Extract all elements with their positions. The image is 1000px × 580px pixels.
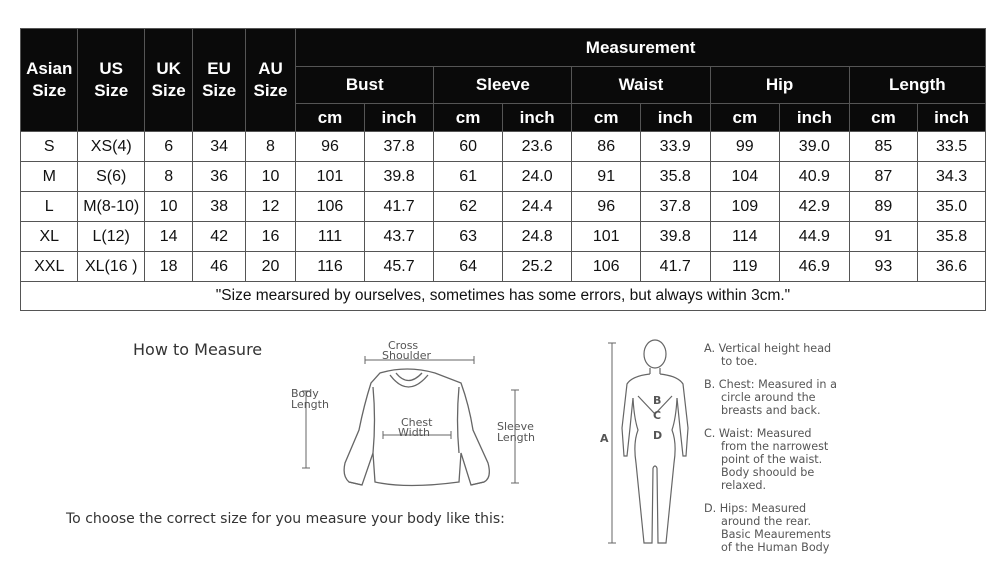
table-row (21, 162, 986, 192)
legend-line: around the rear. (721, 515, 812, 528)
legend-item (704, 502, 894, 554)
table-cell: M(8-10) (78, 192, 145, 222)
table-cell: 63 (434, 222, 503, 252)
garment-measure-illustration (285, 335, 550, 495)
table-cell: 42 (193, 222, 245, 252)
cross-shoulder-label-2: Shoulder (382, 349, 431, 362)
legend-item (704, 427, 894, 492)
table-cell: 6 (144, 132, 192, 162)
body-length-label-2: Length (291, 398, 329, 411)
header-sleeve: Sleeve (434, 67, 572, 104)
table-cell: 8 (144, 162, 192, 192)
table-cell: 101 (572, 222, 641, 252)
how-to-measure-title: How to Measure (133, 340, 263, 359)
table-cell: 96 (296, 132, 365, 162)
marker-c-label: C (653, 409, 662, 422)
table-cell: 36.6 (918, 252, 986, 282)
header-au-size: AU Size (245, 29, 295, 132)
table-cell: 25.2 (502, 252, 572, 282)
table-cell: 101 (296, 162, 365, 192)
legend-line: of the Human Body (721, 541, 830, 554)
table-cell: 86 (572, 132, 641, 162)
table-cell: 44.9 (780, 222, 850, 252)
unit-inch: inch (364, 104, 434, 132)
table-cell: L (21, 192, 78, 222)
legend-line: point of the waist. (721, 453, 823, 466)
table-cell: 24.4 (502, 192, 572, 222)
body-figure-illustration (600, 338, 700, 553)
table-cell: 104 (710, 162, 780, 192)
table-cell: 64 (434, 252, 503, 282)
chest-width-label: Chest (401, 416, 433, 429)
table-cell: 96 (572, 192, 641, 222)
sleeve-length-label-2: Length (497, 431, 535, 444)
legend-item (704, 378, 894, 417)
measurement-legend (704, 342, 894, 564)
table-cell: 8 (245, 132, 295, 162)
table-cell: 111 (296, 222, 365, 252)
table-cell: 18 (144, 252, 192, 282)
table-cell: 89 (849, 192, 918, 222)
unit-cm: cm (849, 104, 918, 132)
table-row (21, 192, 986, 222)
header-eu-size: EU Size (193, 29, 245, 132)
table-cell: 42.9 (780, 192, 850, 222)
table-cell: XL (21, 222, 78, 252)
table-cell: 109 (710, 192, 780, 222)
table-cell: 119 (710, 252, 780, 282)
table-cell: 37.8 (364, 132, 434, 162)
table-cell: 33.5 (918, 132, 986, 162)
table-cell: 41.7 (364, 192, 434, 222)
legend-line: breasts and back. (721, 404, 821, 417)
unit-cm: cm (710, 104, 780, 132)
header-measurement: Measurement (296, 29, 986, 67)
header-bust: Bust (296, 67, 434, 104)
marker-a-label: A (600, 432, 609, 445)
table-cell: 106 (296, 192, 365, 222)
table-cell: 40.9 (780, 162, 850, 192)
table-cell: S(6) (78, 162, 145, 192)
legend-line: circle around the (721, 391, 816, 404)
header-us-size: US Size (78, 29, 145, 132)
table-cell: 87 (849, 162, 918, 192)
table-cell: 35.0 (918, 192, 986, 222)
table-cell: 61 (434, 162, 503, 192)
legend-line: D. Hips: Measured (704, 502, 807, 515)
table-cell: 35.8 (640, 162, 710, 192)
table-cell: 91 (849, 222, 918, 252)
table-cell: 99 (710, 132, 780, 162)
table-cell: 23.6 (502, 132, 572, 162)
table-cell: 37.8 (640, 192, 710, 222)
table-cell: 85 (849, 132, 918, 162)
table-cell: 93 (849, 252, 918, 282)
body-length-label: Body (291, 387, 319, 400)
table-cell: S (21, 132, 78, 162)
marker-b-label: B (653, 394, 662, 407)
table-cell: 114 (710, 222, 780, 252)
legend-line: A. Vertical height head (704, 342, 832, 355)
table-cell: 14 (144, 222, 192, 252)
legend-item (704, 342, 894, 368)
header-waist: Waist (572, 67, 710, 104)
header-hip: Hip (710, 67, 849, 104)
table-cell: 20 (245, 252, 295, 282)
header-length: Length (849, 67, 985, 104)
table-cell: 62 (434, 192, 503, 222)
table-row (21, 132, 986, 162)
table-cell: 10 (245, 162, 295, 192)
table-cell: 36 (193, 162, 245, 192)
table-cell: 116 (296, 252, 365, 282)
table-cell: 39.0 (780, 132, 850, 162)
header-uk-size: UK Size (144, 29, 192, 132)
table-cell: 34 (193, 132, 245, 162)
table-cell: XXL (21, 252, 78, 282)
table-row (21, 252, 986, 282)
legend-line: Body shoould be (721, 466, 815, 479)
unit-cm: cm (572, 104, 641, 132)
legend-line: Basic Meaurements (721, 528, 831, 541)
table-cell: 41.7 (640, 252, 710, 282)
legend-line: B. Chest: Measured in a (704, 378, 837, 391)
table-cell: 39.8 (640, 222, 710, 252)
unit-inch: inch (918, 104, 986, 132)
unit-cm: cm (296, 104, 365, 132)
table-cell: 45.7 (364, 252, 434, 282)
table-cell: M (21, 162, 78, 192)
choose-size-instruction: To choose the correct size for you measure your body like this: (66, 511, 505, 527)
table-cell: 38 (193, 192, 245, 222)
chest-width-label-2: Width (398, 426, 430, 439)
table-cell: 46 (193, 252, 245, 282)
table-cell: 34.3 (918, 162, 986, 192)
unit-inch: inch (502, 104, 572, 132)
unit-inch: inch (780, 104, 850, 132)
legend-line: relaxed. (721, 479, 767, 492)
table-cell: 106 (572, 252, 641, 282)
table-cell: 43.7 (364, 222, 434, 252)
table-cell: 10 (144, 192, 192, 222)
header-asian-size: Asian Size (21, 29, 78, 132)
table-cell: 12 (245, 192, 295, 222)
table-cell: XL(16 ) (78, 252, 145, 282)
measurement-note: "Size mearsured by ourselves, sometimes has some errors, but always within 3cm." (21, 282, 986, 311)
unit-cm: cm (434, 104, 503, 132)
table-cell: 33.9 (640, 132, 710, 162)
size-chart-table (20, 28, 986, 311)
sleeve-length-label: Sleeve (497, 420, 534, 433)
legend-line: to toe. (721, 355, 758, 368)
table-cell: L(12) (78, 222, 145, 252)
marker-d-label: D (653, 429, 663, 442)
table-cell: 46.9 (780, 252, 850, 282)
table-cell: 24.0 (502, 162, 572, 192)
table-cell: 60 (434, 132, 503, 162)
table-cell: XS(4) (78, 132, 145, 162)
table-cell: 39.8 (364, 162, 434, 192)
table-cell: 91 (572, 162, 641, 192)
table-row (21, 282, 986, 311)
table-cell: 24.8 (502, 222, 572, 252)
cross-shoulder-label: Cross (388, 339, 419, 352)
table-row (21, 222, 986, 252)
unit-inch: inch (640, 104, 710, 132)
table-cell: 16 (245, 222, 295, 252)
table-cell: 35.8 (918, 222, 986, 252)
legend-line: from the narrowest (721, 440, 829, 453)
table-body (21, 132, 986, 311)
legend-line: C. Waist: Measured (704, 427, 812, 440)
